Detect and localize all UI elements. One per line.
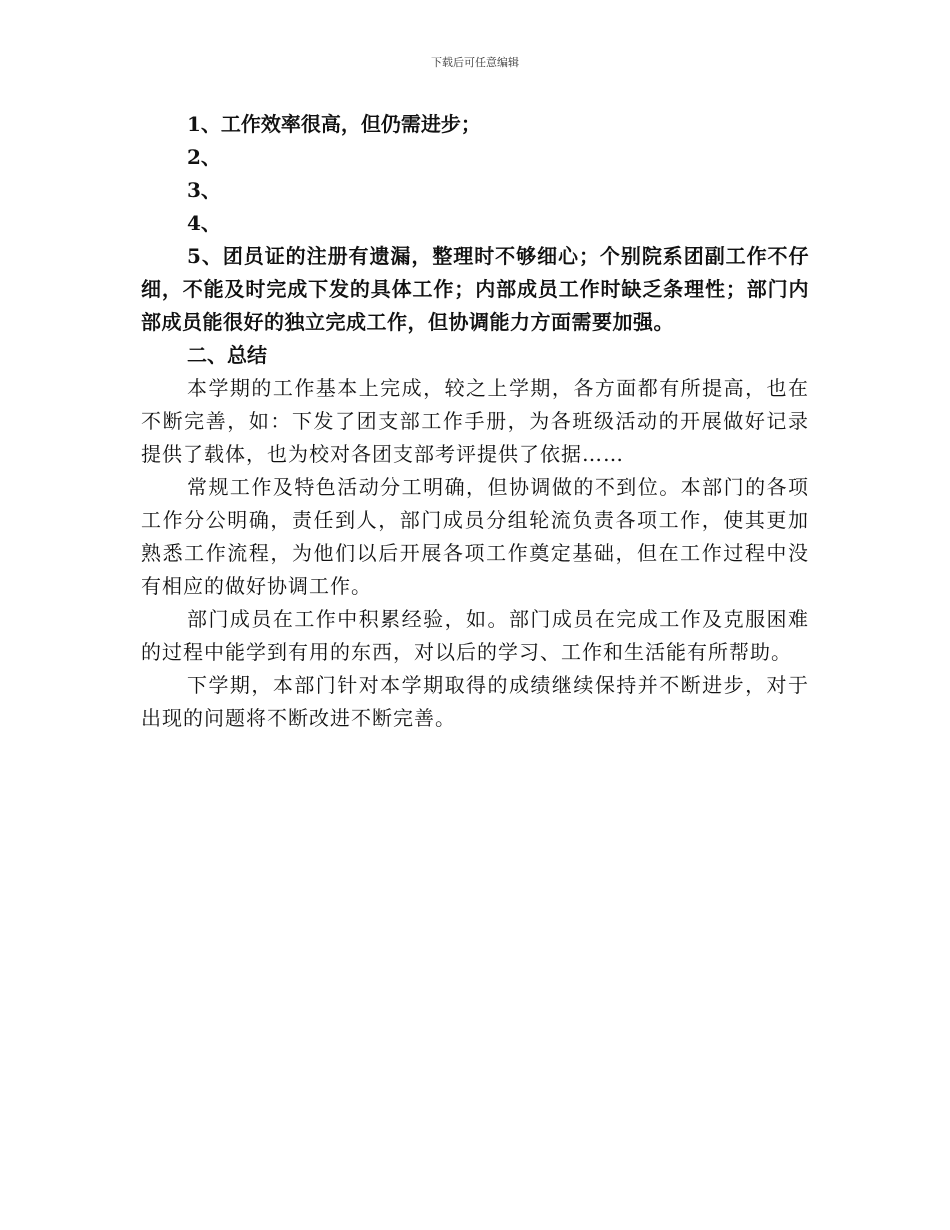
list-item-2: 2、 (187, 145, 221, 169)
summary-paragraph-2: 常规工作及特色活动分工明确，但协调做的不到位。本部门的各项工作分公明确，责任到人，部门成员分组轮流负责各项工作，使其更加熟悉工作流程，为他们以后开展各项工作奠定基础，但在工作过程中没有相应的做好协调工作。 (141, 475, 809, 598)
document-body (141, 108, 809, 735)
list-item-5: 5、团员证的注册有遗漏，整理时不够细心；个别院系团副工作不仔细，不能及时完成下发的具体工作；内部成员工作时缺乏条理性；部门内部成员能很好的独立完成工作，但协调能力方面需要加强。 (141, 244, 809, 334)
summary-paragraph-1: 本学期的工作基本上完成，较之上学期，各方面都有所提高，也在不断完善，如：下发了团支部工作手册，为各班级活动的开展做好记录提供了载体，也为校对各团支部考评提供了依据…… (141, 376, 809, 466)
list-item-4: 4、 (187, 211, 221, 235)
list-item-3: 3、 (187, 178, 221, 202)
download-note: 下载后可任意编辑 (431, 56, 519, 69)
list-item-1: 1、工作效率很高，但仍需进步； (187, 112, 481, 136)
section-title-summary: 二、总结 (187, 343, 267, 367)
summary-paragraph-3: 部门成员在工作中积累经验，如。部门成员在完成工作及克服困难的过程中能学到有用的东西，对以后的学习、工作和生活能有所帮助。 (141, 607, 809, 664)
summary-paragraph-4: 下学期，本部门针对本学期取得的成绩继续保持并不断进步，对于出现的问题将不断改进不断完善。 (141, 673, 809, 730)
